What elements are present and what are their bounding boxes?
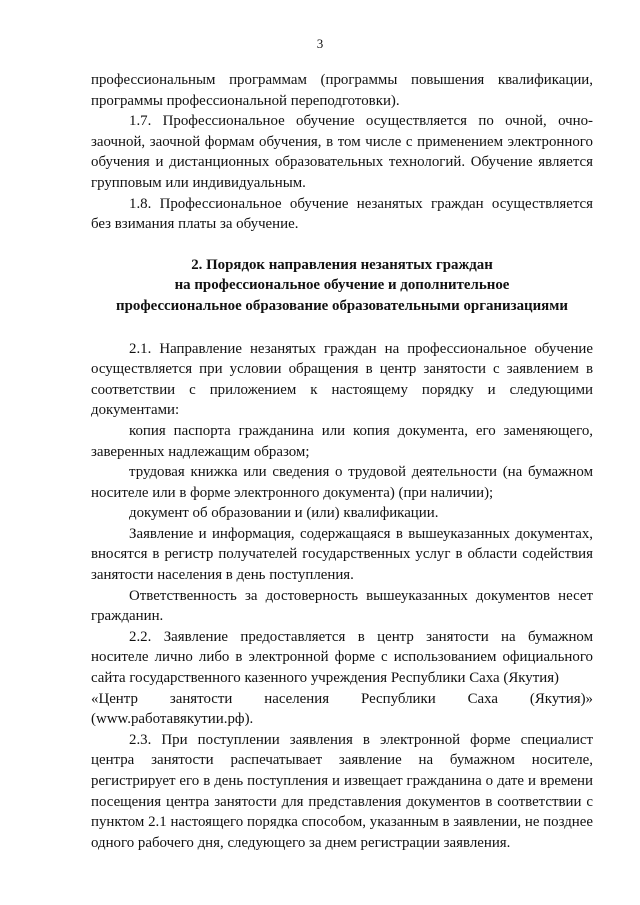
section-title-line-1: 2. Порядок направления незанятых граждан — [191, 256, 493, 273]
section-title-line-3: профессиональное образование образовательными организациями — [116, 297, 568, 314]
paragraph-1-8: 1.8. Профессиональное обучение незанятых граждан осуществляется без взимания платы за обучение. — [91, 195, 593, 233]
institution-word: «Центр — [91, 690, 138, 707]
paragraph-continuation: профессиональным программам (программы повышения квалификации, программы профессиональной переподготовки). — [91, 72, 593, 109]
paragraph-responsibility: Ответственность за достоверность вышеуказанных документов несет гражданин. — [91, 587, 593, 625]
institution-word: занятости — [169, 690, 233, 707]
document-body — [91, 70, 593, 853]
section-2-title — [91, 255, 593, 317]
section-title-line-2: на профессиональное обучение и дополнительное — [174, 277, 510, 294]
paragraph-2-2-website: (www.работавякутии.рф). — [91, 711, 254, 728]
institution-word: населения — [264, 690, 330, 707]
paragraph-2-2: 2.2. Заявление предоставляется в центр занятости на бумажном носителе лично либо в электронной форме с использованием официального сайта государственного казенного учреждения Республики Саха (Якутия) — [91, 628, 593, 687]
paragraph-2-3: 2.3. При поступлении заявления в электронной форме специалист центра занятости распечатывает заявление на бумажном носителе, регистрирует его в день поступления и извещает гражданина о дате и времени посещения центра занятости для представления документов в соответствии с пунктом 2.1 настоящего порядка способом, указанным в заявлении, не позднее одного рабочего дня, следующего за днем регистрации заявления. — [91, 731, 593, 851]
document-item-workbook: трудовая книжка или сведения о трудовой деятельности (на бумажном носителе или в форме электронного документа) (при наличии); — [91, 464, 593, 501]
paragraph-2-2-institution-line — [91, 689, 593, 710]
paragraph-registry: Заявление и информация, содержащаяся в вышеуказанных документах, вносятся в регистр получателей государственных услуг в области содействия занятости населения в день поступления. — [91, 525, 593, 584]
institution-word: (Якутия)» — [529, 690, 593, 707]
institution-word: Саха — [467, 690, 498, 707]
institution-word: Республики — [360, 690, 436, 707]
document-item-passport: копия паспорта гражданина или копия документа, его заменяющего, заверенных надлежащим образом; — [91, 422, 593, 460]
page-number: 3 — [316, 36, 324, 51]
document-item-education: документ об образовании и (или) квалификации. — [129, 505, 439, 522]
paragraph-2-1: 2.1. Направление незанятых граждан на профессиональное обучение осуществляется при условии обращения в центр занятости с заявлением в соответствии с приложением к настоящему порядку и следующими документами: — [91, 340, 593, 419]
paragraph-1-7: 1.7. Профессиональное обучение осуществляется по очной, очно-заочной, заочной формам обучения, в том числе с применением электронного обучения и дистанционных образовательных технологий. Обучение является групповым или индивидуальным. — [91, 113, 593, 191]
